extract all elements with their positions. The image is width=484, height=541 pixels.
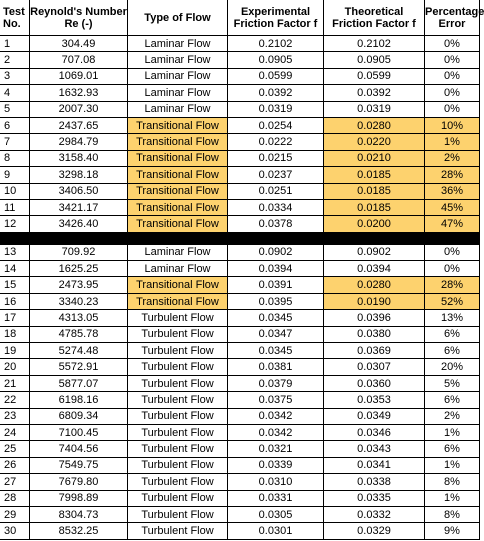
cell-theoretical-friction: 0.2102 — [324, 36, 425, 52]
cell-type-of-flow: Turbulent Flow — [128, 424, 228, 440]
cell-percentage-error: 1% — [425, 490, 480, 506]
table-row — [0, 441, 480, 457]
cell-type-of-flow: Turbulent Flow — [128, 326, 228, 342]
cell-experimental-friction: 0.0215 — [228, 150, 324, 166]
cell-percentage-error: 6% — [425, 343, 480, 359]
cell-theoretical-friction: 0.0353 — [324, 392, 425, 408]
table-row — [0, 375, 480, 391]
table-row — [0, 36, 480, 52]
cell-reynolds-number: 707.08 — [30, 52, 128, 68]
cell-test-no: 8 — [0, 150, 30, 166]
cell-theoretical-friction: 0.0190 — [324, 293, 425, 309]
cell-percentage-error: 28% — [425, 167, 480, 183]
cell-type-of-flow: Turbulent Flow — [128, 441, 228, 457]
cell-test-no: 20 — [0, 359, 30, 375]
table-row — [0, 408, 480, 424]
cell-reynolds-number: 6809.34 — [30, 408, 128, 424]
cell-experimental-friction: 0.0395 — [228, 293, 324, 309]
cell-reynolds-number: 5877.07 — [30, 375, 128, 391]
cell-percentage-error: 52% — [425, 293, 480, 309]
cell-experimental-friction: 0.0342 — [228, 424, 324, 440]
table-row — [0, 310, 480, 326]
separator-band — [0, 232, 480, 244]
cell-test-no: 12 — [0, 216, 30, 232]
cell-percentage-error: 0% — [425, 244, 480, 260]
separator-cell — [0, 232, 480, 244]
cell-type-of-flow: Turbulent Flow — [128, 474, 228, 490]
cell-type-of-flow: Turbulent Flow — [128, 310, 228, 326]
cell-reynolds-number: 6198.16 — [30, 392, 128, 408]
cell-type-of-flow: Transitional Flow — [128, 199, 228, 215]
cell-reynolds-number: 7998.89 — [30, 490, 128, 506]
cell-theoretical-friction: 0.0280 — [324, 277, 425, 293]
header-theoretical-friction: Theoretical Friction Factor f — [324, 0, 425, 36]
cell-reynolds-number: 7100.45 — [30, 424, 128, 440]
cell-experimental-friction: 0.0331 — [228, 490, 324, 506]
cell-type-of-flow: Turbulent Flow — [128, 343, 228, 359]
cell-reynolds-number: 2437.65 — [30, 117, 128, 133]
cell-experimental-friction: 0.0334 — [228, 199, 324, 215]
cell-type-of-flow: Turbulent Flow — [128, 392, 228, 408]
cell-type-of-flow: Transitional Flow — [128, 167, 228, 183]
table-body-second-group — [0, 244, 480, 539]
cell-experimental-friction: 0.0237 — [228, 167, 324, 183]
cell-experimental-friction: 0.0305 — [228, 506, 324, 522]
cell-experimental-friction: 0.0381 — [228, 359, 324, 375]
cell-percentage-error: 20% — [425, 359, 480, 375]
cell-percentage-error: 1% — [425, 424, 480, 440]
cell-test-no: 15 — [0, 277, 30, 293]
cell-test-no: 18 — [0, 326, 30, 342]
cell-reynolds-number: 1632.93 — [30, 85, 128, 101]
cell-theoretical-friction: 0.0338 — [324, 474, 425, 490]
header-row — [0, 0, 480, 36]
table-row — [0, 474, 480, 490]
cell-percentage-error: 0% — [425, 52, 480, 68]
cell-experimental-friction: 0.0391 — [228, 277, 324, 293]
table-row — [0, 52, 480, 68]
cell-theoretical-friction: 0.0369 — [324, 343, 425, 359]
cell-reynolds-number: 8304.73 — [30, 506, 128, 522]
cell-test-no: 22 — [0, 392, 30, 408]
cell-test-no: 9 — [0, 167, 30, 183]
cell-test-no: 10 — [0, 183, 30, 199]
cell-experimental-friction: 0.0251 — [228, 183, 324, 199]
cell-experimental-friction: 0.0378 — [228, 216, 324, 232]
cell-test-no: 28 — [0, 490, 30, 506]
cell-theoretical-friction: 0.0280 — [324, 117, 425, 133]
table-row — [0, 343, 480, 359]
cell-reynolds-number: 304.49 — [30, 36, 128, 52]
cell-theoretical-friction: 0.0396 — [324, 310, 425, 326]
cell-percentage-error: 5% — [425, 375, 480, 391]
cell-type-of-flow: Turbulent Flow — [128, 506, 228, 522]
cell-experimental-friction: 0.0347 — [228, 326, 324, 342]
cell-test-no: 7 — [0, 134, 30, 150]
table-body-first-group — [0, 36, 480, 233]
cell-type-of-flow: Transitional Flow — [128, 183, 228, 199]
cell-percentage-error: 36% — [425, 183, 480, 199]
cell-type-of-flow: Laminar Flow — [128, 85, 228, 101]
cell-percentage-error: 6% — [425, 441, 480, 457]
cell-reynolds-number: 3406.50 — [30, 183, 128, 199]
header-type-of-flow: Type of Flow — [128, 0, 228, 36]
cell-reynolds-number: 3421.17 — [30, 199, 128, 215]
cell-experimental-friction: 0.0905 — [228, 52, 324, 68]
cell-type-of-flow: Turbulent Flow — [128, 523, 228, 539]
table-row — [0, 424, 480, 440]
cell-reynolds-number: 3426.40 — [30, 216, 128, 232]
cell-percentage-error: 9% — [425, 523, 480, 539]
cell-percentage-error: 8% — [425, 506, 480, 522]
cell-experimental-friction: 0.0392 — [228, 85, 324, 101]
cell-percentage-error: 0% — [425, 85, 480, 101]
table-row — [0, 359, 480, 375]
cell-percentage-error: 0% — [425, 36, 480, 52]
cell-percentage-error: 2% — [425, 150, 480, 166]
cell-experimental-friction: 0.0301 — [228, 523, 324, 539]
cell-percentage-error: 0% — [425, 261, 480, 277]
table-row — [0, 506, 480, 522]
cell-experimental-friction: 0.0222 — [228, 134, 324, 150]
cell-type-of-flow: Transitional Flow — [128, 216, 228, 232]
table-row — [0, 101, 480, 117]
cell-reynolds-number: 1069.01 — [30, 68, 128, 84]
cell-experimental-friction: 0.0345 — [228, 343, 324, 359]
cell-percentage-error: 0% — [425, 68, 480, 84]
header-reynolds-number: Reynold's Number Re (-) — [30, 0, 128, 36]
cell-percentage-error: 0% — [425, 101, 480, 117]
cell-test-no: 27 — [0, 474, 30, 490]
cell-percentage-error: 6% — [425, 392, 480, 408]
cell-percentage-error: 6% — [425, 326, 480, 342]
cell-test-no: 19 — [0, 343, 30, 359]
cell-test-no: 16 — [0, 293, 30, 309]
cell-theoretical-friction: 0.0185 — [324, 199, 425, 215]
cell-reynolds-number: 5274.48 — [30, 343, 128, 359]
cell-percentage-error: 8% — [425, 474, 480, 490]
cell-reynolds-number: 5572.91 — [30, 359, 128, 375]
cell-theoretical-friction: 0.0332 — [324, 506, 425, 522]
table-row — [0, 68, 480, 84]
cell-type-of-flow: Turbulent Flow — [128, 375, 228, 391]
cell-type-of-flow: Turbulent Flow — [128, 457, 228, 473]
table-row — [0, 85, 480, 101]
cell-theoretical-friction: 0.0380 — [324, 326, 425, 342]
table-row — [0, 490, 480, 506]
cell-theoretical-friction: 0.0319 — [324, 101, 425, 117]
cell-type-of-flow: Laminar Flow — [128, 68, 228, 84]
cell-test-no: 21 — [0, 375, 30, 391]
cell-type-of-flow: Transitional Flow — [128, 150, 228, 166]
table-row — [0, 199, 480, 215]
cell-percentage-error: 13% — [425, 310, 480, 326]
cell-type-of-flow: Laminar Flow — [128, 52, 228, 68]
cell-experimental-friction: 0.0379 — [228, 375, 324, 391]
cell-experimental-friction: 0.0339 — [228, 457, 324, 473]
cell-test-no: 5 — [0, 101, 30, 117]
cell-percentage-error: 1% — [425, 457, 480, 473]
table-row — [0, 326, 480, 342]
table-row — [0, 244, 480, 260]
table-row — [0, 293, 480, 309]
cell-type-of-flow: Turbulent Flow — [128, 408, 228, 424]
cell-theoretical-friction: 0.0349 — [324, 408, 425, 424]
cell-reynolds-number: 7404.56 — [30, 441, 128, 457]
separator-row — [0, 232, 480, 244]
cell-type-of-flow: Turbulent Flow — [128, 359, 228, 375]
cell-experimental-friction: 0.0375 — [228, 392, 324, 408]
header-test-no: Test No. — [0, 0, 30, 36]
cell-theoretical-friction: 0.0329 — [324, 523, 425, 539]
cell-experimental-friction: 0.2102 — [228, 36, 324, 52]
cell-test-no: 2 — [0, 52, 30, 68]
cell-reynolds-number: 4785.78 — [30, 326, 128, 342]
cell-test-no: 11 — [0, 199, 30, 215]
header-experimental-friction: Experimental Friction Factor f — [228, 0, 324, 36]
cell-type-of-flow: Laminar Flow — [128, 244, 228, 260]
cell-theoretical-friction: 0.0902 — [324, 244, 425, 260]
cell-experimental-friction: 0.0254 — [228, 117, 324, 133]
cell-experimental-friction: 0.0319 — [228, 101, 324, 117]
table-row — [0, 134, 480, 150]
cell-experimental-friction: 0.0902 — [228, 244, 324, 260]
cell-test-no: 14 — [0, 261, 30, 277]
header-percentage-error: Percentage Error — [425, 0, 480, 36]
cell-type-of-flow: Laminar Flow — [128, 36, 228, 52]
cell-theoretical-friction: 0.0346 — [324, 424, 425, 440]
cell-theoretical-friction: 0.0905 — [324, 52, 425, 68]
cell-theoretical-friction: 0.0307 — [324, 359, 425, 375]
table-row — [0, 457, 480, 473]
cell-reynolds-number: 3340.23 — [30, 293, 128, 309]
table-row — [0, 167, 480, 183]
cell-percentage-error: 45% — [425, 199, 480, 215]
cell-theoretical-friction: 0.0335 — [324, 490, 425, 506]
cell-reynolds-number: 2007.30 — [30, 101, 128, 117]
cell-type-of-flow: Transitional Flow — [128, 117, 228, 133]
cell-test-no: 13 — [0, 244, 30, 260]
cell-reynolds-number: 3158.40 — [30, 150, 128, 166]
cell-test-no: 17 — [0, 310, 30, 326]
cell-theoretical-friction: 0.0392 — [324, 85, 425, 101]
cell-type-of-flow: Laminar Flow — [128, 261, 228, 277]
cell-theoretical-friction: 0.0394 — [324, 261, 425, 277]
cell-test-no: 23 — [0, 408, 30, 424]
table-row — [0, 150, 480, 166]
cell-theoretical-friction: 0.0200 — [324, 216, 425, 232]
cell-theoretical-friction: 0.0343 — [324, 441, 425, 457]
table-row — [0, 523, 480, 539]
cell-percentage-error: 10% — [425, 117, 480, 133]
cell-reynolds-number: 4313.05 — [30, 310, 128, 326]
table-row — [0, 216, 480, 232]
cell-theoretical-friction: 0.0185 — [324, 183, 425, 199]
cell-reynolds-number: 2473.95 — [30, 277, 128, 293]
cell-type-of-flow: Transitional Flow — [128, 134, 228, 150]
cell-type-of-flow: Laminar Flow — [128, 101, 228, 117]
table-row — [0, 183, 480, 199]
cell-experimental-friction: 0.0321 — [228, 441, 324, 457]
cell-percentage-error: 1% — [425, 134, 480, 150]
cell-theoretical-friction: 0.0341 — [324, 457, 425, 473]
cell-test-no: 3 — [0, 68, 30, 84]
cell-test-no: 26 — [0, 457, 30, 473]
cell-experimental-friction: 0.0342 — [228, 408, 324, 424]
table-row — [0, 277, 480, 293]
table-row — [0, 392, 480, 408]
cell-experimental-friction: 0.0345 — [228, 310, 324, 326]
table-row — [0, 117, 480, 133]
cell-experimental-friction: 0.0394 — [228, 261, 324, 277]
cell-type-of-flow: Transitional Flow — [128, 277, 228, 293]
cell-reynolds-number: 7679.80 — [30, 474, 128, 490]
cell-test-no: 25 — [0, 441, 30, 457]
cell-reynolds-number: 3298.18 — [30, 167, 128, 183]
cell-test-no: 29 — [0, 506, 30, 522]
cell-percentage-error: 28% — [425, 277, 480, 293]
cell-test-no: 4 — [0, 85, 30, 101]
cell-test-no: 6 — [0, 117, 30, 133]
cell-test-no: 30 — [0, 523, 30, 539]
cell-theoretical-friction: 0.0210 — [324, 150, 425, 166]
cell-theoretical-friction: 0.0599 — [324, 68, 425, 84]
cell-experimental-friction: 0.0599 — [228, 68, 324, 84]
cell-reynolds-number: 8532.25 — [30, 523, 128, 539]
cell-theoretical-friction: 0.0185 — [324, 167, 425, 183]
cell-reynolds-number: 709.92 — [30, 244, 128, 260]
cell-test-no: 1 — [0, 36, 30, 52]
table-row — [0, 261, 480, 277]
cell-type-of-flow: Transitional Flow — [128, 293, 228, 309]
cell-reynolds-number: 1625.25 — [30, 261, 128, 277]
cell-experimental-friction: 0.0310 — [228, 474, 324, 490]
cell-reynolds-number: 2984.79 — [30, 134, 128, 150]
cell-percentage-error: 2% — [425, 408, 480, 424]
cell-reynolds-number: 7549.75 — [30, 457, 128, 473]
cell-type-of-flow: Turbulent Flow — [128, 490, 228, 506]
cell-percentage-error: 47% — [425, 216, 480, 232]
cell-theoretical-friction: 0.0220 — [324, 134, 425, 150]
cell-test-no: 24 — [0, 424, 30, 440]
cell-theoretical-friction: 0.0360 — [324, 375, 425, 391]
